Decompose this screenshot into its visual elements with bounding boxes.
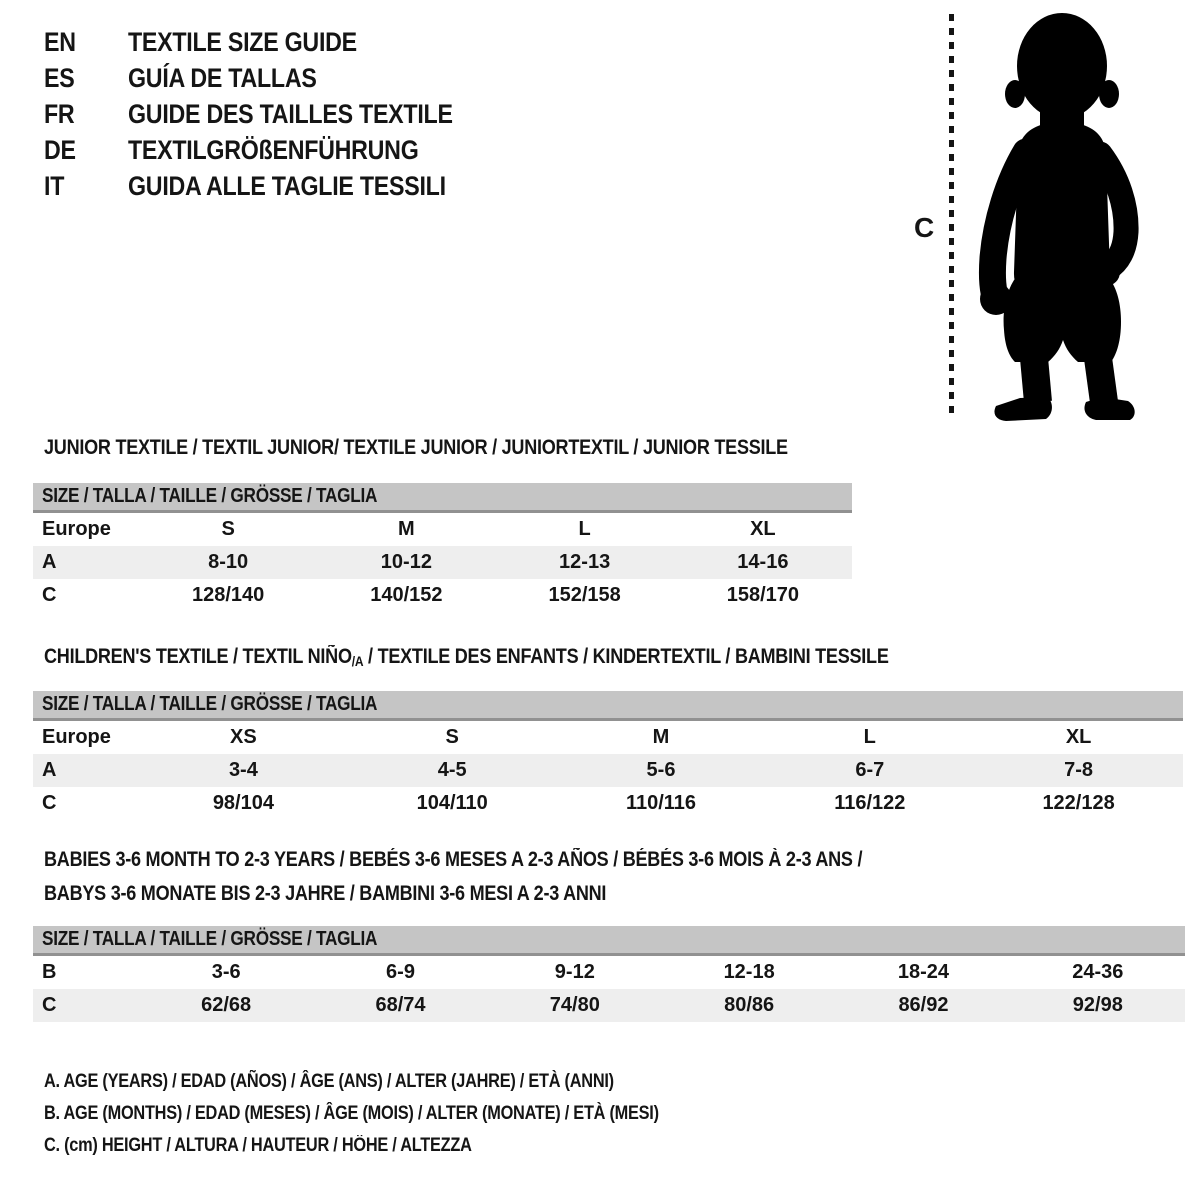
- legend-line-a: A. AGE (YEARS) / EDAD (AÑOS) / ÂGE (ANS) / ALTER (JAHRE) / ETÀ (ANNI): [44, 1071, 614, 1092]
- children-row-height: [33, 787, 1183, 820]
- table-cell: 5-6: [557, 754, 766, 787]
- table-cell: Europe: [42, 726, 111, 748]
- junior-row-europe: [33, 512, 852, 547]
- table-cell: A: [33, 754, 139, 787]
- table-cell: S: [445, 726, 459, 748]
- height-measure-label: C: [914, 212, 935, 243]
- language-row-es: [44, 60, 505, 96]
- language-code-it: IT: [44, 171, 65, 201]
- table-cell: 8-10: [139, 546, 317, 579]
- table-cell: 68/74: [313, 989, 487, 1022]
- table-cell: 14-16: [674, 546, 852, 579]
- babies-row-months: [33, 955, 1185, 990]
- table-cell: 6-9: [386, 961, 415, 983]
- language-title-fr: GUIDE DES TAILLES TEXTILE: [127, 99, 453, 129]
- table-cell: B: [42, 961, 57, 983]
- table-cell: XS: [230, 726, 257, 748]
- table-cell: C: [42, 792, 57, 814]
- babies-section-title: BABIES 3-6 MONTH TO 2-3 YEARS / BEBÉS 3-6 MESES A 2-3 AÑOS / BÉBÉS 3-6 MOIS À 2-3 ANS / BABYS 3-6 MONATE BIS 2-3 JAHRE / BAMBINI 3-6 MESI A 2-3 ANNI: [44, 848, 863, 905]
- table-cell: 3-6: [211, 961, 241, 983]
- junior-row-age: [33, 546, 852, 579]
- table-cell: C: [33, 989, 139, 1022]
- table-cell: 140/152: [370, 584, 443, 606]
- table-cell: 9-12: [554, 961, 595, 983]
- table-cell: 18-24: [897, 961, 950, 983]
- table-cell: L: [578, 518, 591, 540]
- measure-legend: [44, 1066, 759, 1162]
- language-row-en: [44, 24, 505, 60]
- junior-section-title: JUNIOR TEXTILE / TEXTIL JUNIOR/ TEXTILE JUNIOR / JUNIORTEXTIL / JUNIOR TESSILE: [44, 436, 788, 459]
- table-cell: 122/128: [1042, 792, 1115, 814]
- language-code-es: ES: [44, 63, 75, 93]
- table-cell: 62/68: [139, 989, 313, 1022]
- language-list: [44, 24, 505, 204]
- language-title-it: GUIDA ALLE TAGLIE TESSILI: [127, 171, 446, 201]
- language-title-en: TEXTILE SIZE GUIDE: [127, 27, 357, 57]
- babies-size-header-row: [33, 926, 1185, 955]
- children-size-header-row: [33, 691, 1183, 720]
- table-cell: 74/80: [488, 989, 662, 1022]
- language-title-de: TEXTILGRÖßENFÜHRUNG: [127, 135, 419, 165]
- junior-row-height: [33, 579, 852, 612]
- table-cell: 12-18: [723, 961, 775, 983]
- table-cell: L: [863, 726, 876, 748]
- children-title-subscript: /A: [351, 653, 364, 669]
- children-section-title: CHILDREN'S TEXTILE / TEXTIL NIÑO/A / TEXTILE DES ENFANTS / KINDERTEXTIL / BAMBINI TESSILE: [44, 645, 889, 669]
- table-cell: 152/158: [548, 584, 621, 606]
- table-cell: 24-36: [1072, 961, 1124, 983]
- children-size-header-label: SIZE / TALLA / TAILLE / GRÖSSE / TAGLIA: [42, 693, 378, 715]
- table-cell: 80/86: [662, 989, 836, 1022]
- table-cell: 4-5: [348, 754, 557, 787]
- table-cell: A: [33, 546, 139, 579]
- table-cell: XL: [750, 518, 776, 540]
- table-cell: 86/92: [836, 989, 1010, 1022]
- table-cell: 3-4: [139, 754, 348, 787]
- language-code-en: EN: [44, 27, 76, 57]
- junior-size-header-label: SIZE / TALLA / TAILLE / GRÖSSE / TAGLIA: [42, 485, 378, 507]
- table-cell: 12-13: [496, 546, 674, 579]
- table-cell: S: [221, 518, 235, 540]
- table-cell: Europe: [42, 518, 111, 540]
- table-cell: 98/104: [212, 792, 274, 814]
- table-cell: 7-8: [974, 754, 1183, 787]
- language-row-it: [44, 168, 505, 204]
- table-cell: 104/110: [416, 792, 488, 814]
- table-cell: 10-12: [317, 546, 495, 579]
- table-cell: 116/122: [834, 792, 906, 814]
- table-cell: 6-7: [765, 754, 974, 787]
- table-cell: 128/140: [191, 584, 265, 606]
- language-title-es: GUÍA DE TALLAS: [127, 63, 317, 93]
- legend-line-b: B. AGE (MONTHS) / EDAD (MESES) / ÂGE (MOIS) / ALTER (MONATE) / ETÀ (MESI): [44, 1103, 659, 1124]
- babies-row-height: [33, 989, 1185, 1022]
- children-row-europe: [33, 720, 1183, 755]
- height-dashed-line: [949, 14, 954, 418]
- legend-line-c: C. (cm) HEIGHT / ALTURA / HAUTEUR / HÖHE / ALTEZZA: [44, 1135, 472, 1156]
- table-cell: XL: [1065, 726, 1092, 748]
- language-row-fr: [44, 96, 505, 132]
- children-row-age: [33, 754, 1183, 787]
- table-cell: M: [398, 518, 415, 540]
- babies-size-header-label: SIZE / TALLA / TAILLE / GRÖSSE / TAGLIA: [42, 928, 378, 950]
- language-row-de: [44, 132, 505, 168]
- junior-size-header-row: [33, 483, 852, 512]
- language-code-de: DE: [44, 135, 76, 165]
- toddler-silhouette-icon: [958, 10, 1170, 422]
- junior-size-table: [33, 483, 852, 612]
- table-cell: C: [42, 584, 57, 606]
- language-code-fr: FR: [44, 99, 75, 129]
- table-cell: 158/170: [726, 584, 800, 606]
- children-size-table: [33, 691, 1183, 820]
- table-cell: M: [652, 726, 670, 748]
- table-cell: 110/116: [625, 792, 697, 814]
- table-cell: 92/98: [1011, 989, 1185, 1022]
- babies-size-table: [33, 926, 1185, 1022]
